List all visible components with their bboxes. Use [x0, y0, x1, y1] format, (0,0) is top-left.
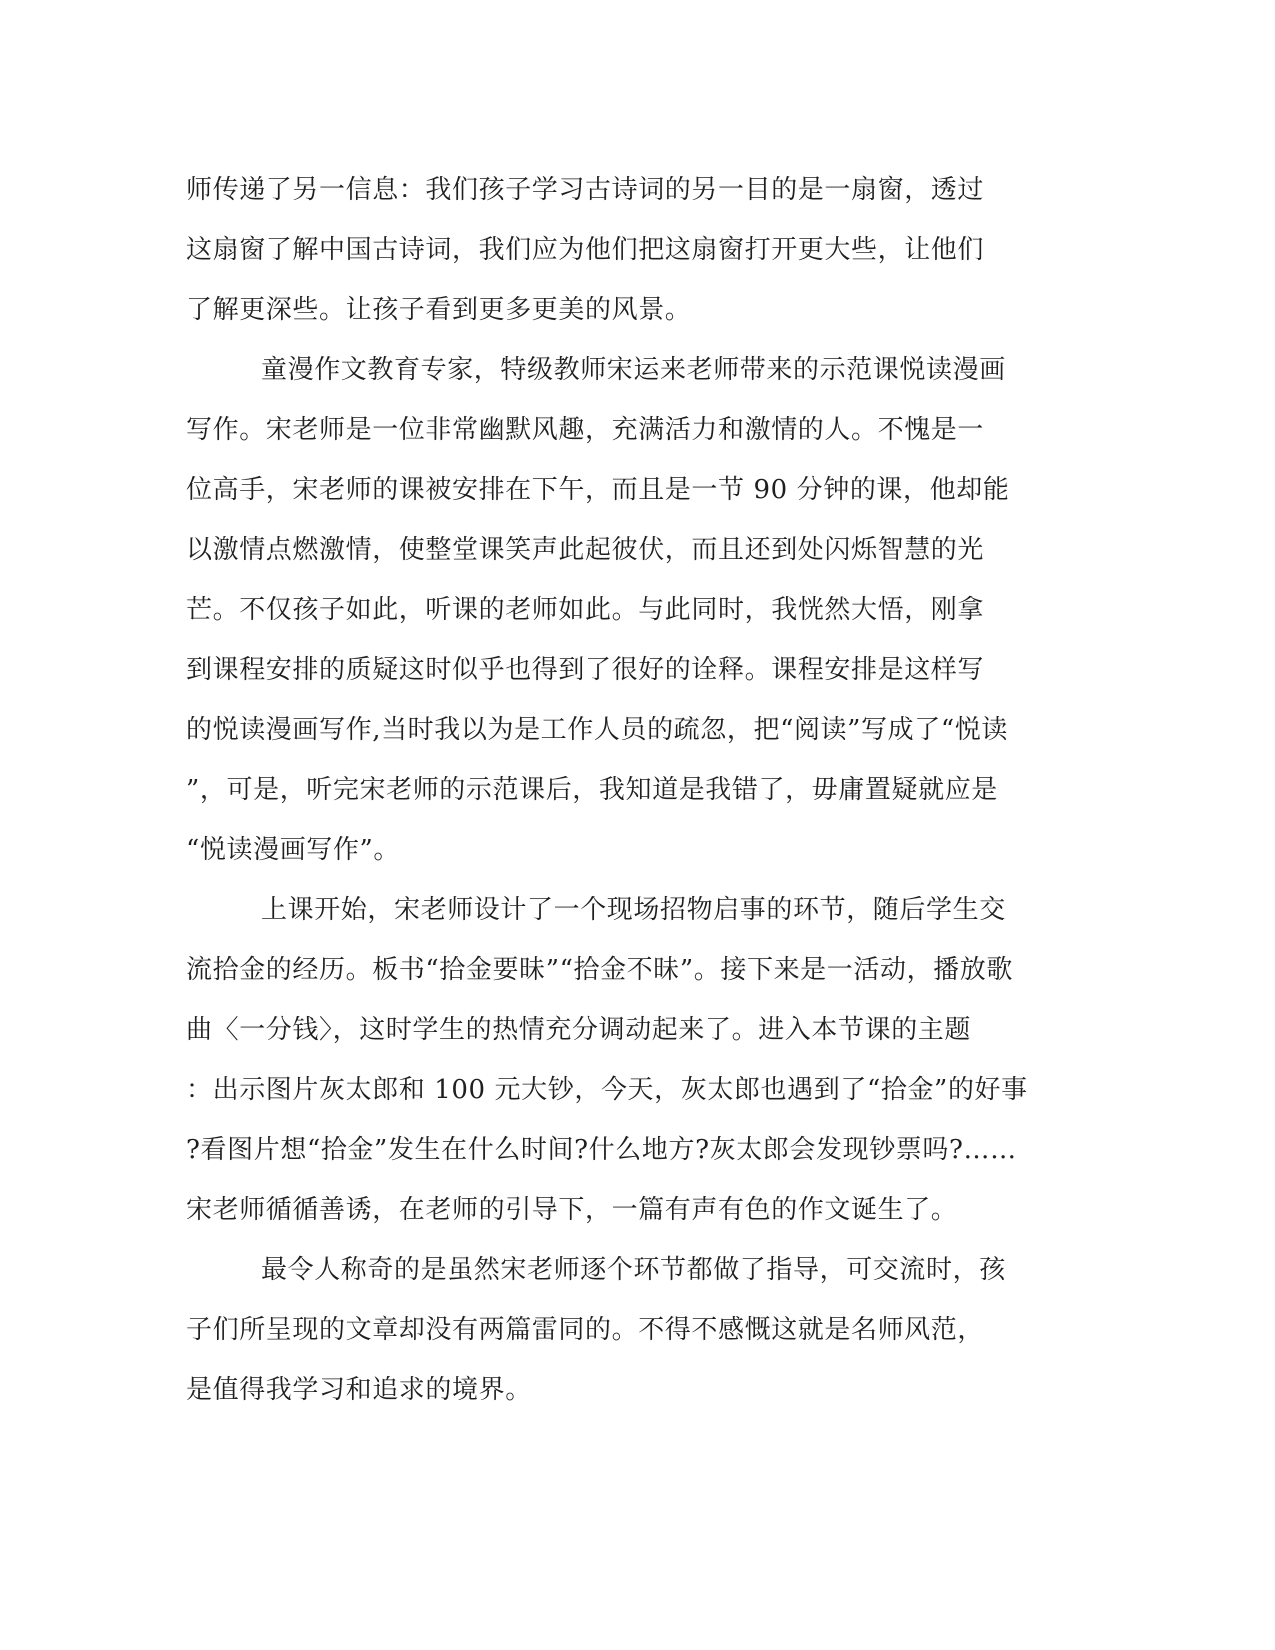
text-line: 师传递了另一信息：我们孩子学习古诗词的另一目的是一扇窗，透过 — [186, 175, 985, 205]
body-text — [186, 160, 1086, 1420]
text-line: 以激情点燃激情，使整堂课笑声此起彼伏，而且还到处闪烁智慧的光 — [186, 535, 985, 565]
text-line: 到课程安排的质疑这时似乎也得到了很好的诠释。课程安排是这样写 — [186, 655, 985, 685]
text-line: 是值得我学习和追求的境界。 — [186, 1375, 532, 1405]
text-line: 曲〈一分钱〉，这时学生的热情充分调动起来了。进入本节课的主题 — [186, 1015, 972, 1045]
text-line: 流拾金的经历。板书“拾金要昧”“拾金不昧”。接下来是一活动，播放歌 — [186, 955, 1013, 985]
text-line: 芒。不仅孩子如此，听课的老师如此。与此同时，我恍然大悟，刚拿 — [186, 595, 985, 625]
paragraph-first-line: 最令人称奇的是虽然宋老师逐个环节都做了指导，可交流时，孩 — [261, 1255, 1006, 1285]
paragraph-first-line: 上课开始，宋老师设计了一个现场招物启事的环节，随后学生交 — [261, 895, 1006, 925]
text-line: 这扇窗了解中国古诗词，我们应为他们把这扇窗打开更大些，让他们 — [186, 235, 985, 265]
text-line: 了解更深些。让孩子看到更多更美的风景。 — [186, 295, 692, 325]
text-line: ：出示图片灰太郎和 100 元大钞，今天，灰太郎也遇到了“拾金”的好事 — [186, 1075, 1028, 1105]
text-line: ?看图片想“拾金”发生在什么时间?什么地方?灰太郎会发现钞票吗?…… — [186, 1135, 1017, 1165]
text-line: “悦读漫画写作”。 — [186, 835, 400, 865]
text-line: 写作。宋老师是一位非常幽默风趣，充满活力和激情的人。不愧是一 — [186, 415, 985, 445]
text-line: 子们所呈现的文章却没有两篇雷同的。不得不感慨这就是名师风范， — [186, 1315, 985, 1345]
text-line: 宋老师循循善诱，在老师的引导下，一篇有声有色的作文诞生了。 — [186, 1195, 958, 1225]
text-line: 的悦读漫画写作,当时我以为是工作人员的疏忽，把“阅读”写成了“悦读 — [186, 715, 1008, 745]
text-line: ”，可是，听完宋老师的示范课后，我知道是我错了，毋庸置疑就应是 — [186, 775, 998, 805]
paragraph-first-line: 童漫作文教育专家，特级教师宋运来老师带来的示范课悦读漫画 — [261, 355, 1006, 385]
text-line: 位高手，宋老师的课被安排在下午，而且是一节 90 分钟的课，他却能 — [186, 475, 1010, 505]
